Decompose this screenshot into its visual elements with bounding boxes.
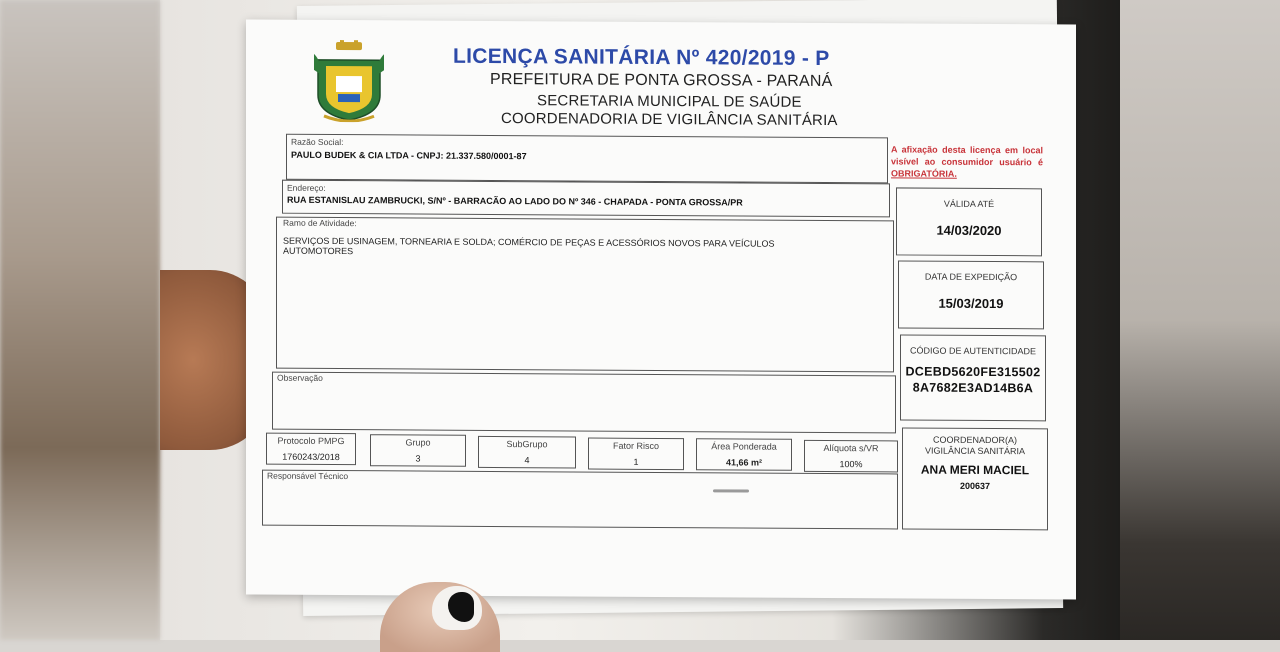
ramo-atividade-box [276,217,894,373]
observacao-label: Observação [277,372,323,383]
aliquota-value: 100% [839,459,863,470]
license-title: LICENÇA SANITÁRIA Nº 420/2019 - P [453,44,830,71]
razao-social-value: PAULO BUDEK & CIA LTDA - CNPJ: 21.337.580/0001-87 [291,149,527,162]
data-expedicao-label: DATA DE EXPEDIÇÃO [924,271,1018,283]
endereco-box [282,180,890,218]
data-expedicao-box [898,260,1044,329]
header-line-3: COORDENADORIA DE VIGILÂNCIA SANITÁRIA [501,110,838,130]
protocolo-box [266,433,356,466]
valida-ate-label: VÁLIDA ATÉ [943,198,995,210]
coord-id: 200637 [959,480,991,492]
blurred-left-border [0,0,160,640]
razao-social-box [286,134,888,184]
data-expedicao-value: 15/03/2019 [938,295,1004,312]
fator-risco-label: Fator Risco [612,440,659,451]
area-ponderada-label: Área Ponderada [711,441,777,452]
coord-label-1: COORDENADOR(A) [932,434,1017,446]
responsavel-tecnico-box [262,470,898,530]
header-line-1: PREFEITURA DE PONTA GROSSA - PARANÁ [490,70,833,91]
area-ponderada-box [696,438,792,471]
subgrupo-value: 4 [524,455,530,466]
notice-text: A afixação desta licença em local visível ao consumidor usuário é [891,144,1043,168]
coord-label-2: VIGILÂNCIA SANITÁRIA [924,445,1026,457]
blurred-right-border [1120,0,1280,640]
subgrupo-box [478,436,576,469]
display-notice [891,143,1043,180]
valida-ate-box [896,187,1042,256]
valida-ate-value: 14/03/2020 [936,222,1002,239]
observacao-box [272,372,896,434]
header-line-2: SECRETARIA MUNICIPAL DE SAÚDE [537,92,802,111]
staple-mark [713,489,749,492]
codigo-line-1: DCEBD5620FE315502 [905,364,1041,380]
notice-emphasis: OBRIGATÓRIA. [891,168,957,179]
endereco-label: Endereço: [287,182,326,193]
codigo-label: CÓDIGO DE AUTENTICIDADE [909,345,1036,357]
razao-social-label: Razão Social: [291,136,344,148]
painted-nail [432,586,482,630]
municipal-crest-icon [310,40,388,122]
codigo-line-2: 8A7682E3AD14B6A [912,380,1034,396]
area-ponderada-value: 41,66 m² [725,457,763,468]
grupo-value: 3 [415,453,421,464]
grupo-label: Grupo [405,437,431,448]
aliquota-box [804,440,898,473]
aliquota-label: Alíquota s/VR [823,442,879,454]
protocolo-value: 1760243/2018 [282,451,340,463]
license-document [246,19,1076,599]
endereco-value: RUA ESTANISLAU ZAMBRUCKI, S/Nº - BARRACÃO AO LADO DO Nº 346 - CHAPADA - PONTA GROSSA/PR [287,194,743,208]
fator-risco-box [588,438,684,471]
subgrupo-label: SubGrupo [506,439,548,450]
responsavel-label: Responsável Técnico [267,470,349,482]
ramo-label: Ramo de Atividade: [283,217,357,229]
grupo-box [370,434,466,467]
protocolo-label: Protocolo PMPG [277,435,345,447]
coordenador-box [902,427,1048,530]
fator-risco-value: 1 [633,456,639,467]
ramo-value: SERVIÇOS DE USINAGEM, TORNEARIA E SOLDA; COMÉRCIO DE PEÇAS E ACESSÓRIOS NOVOS PARA VEÍCULOS AUTOMOTORES [283,235,775,257]
codigo-autenticidade-box [900,334,1046,421]
coord-name: ANA MERI MACIEL [920,462,1030,478]
